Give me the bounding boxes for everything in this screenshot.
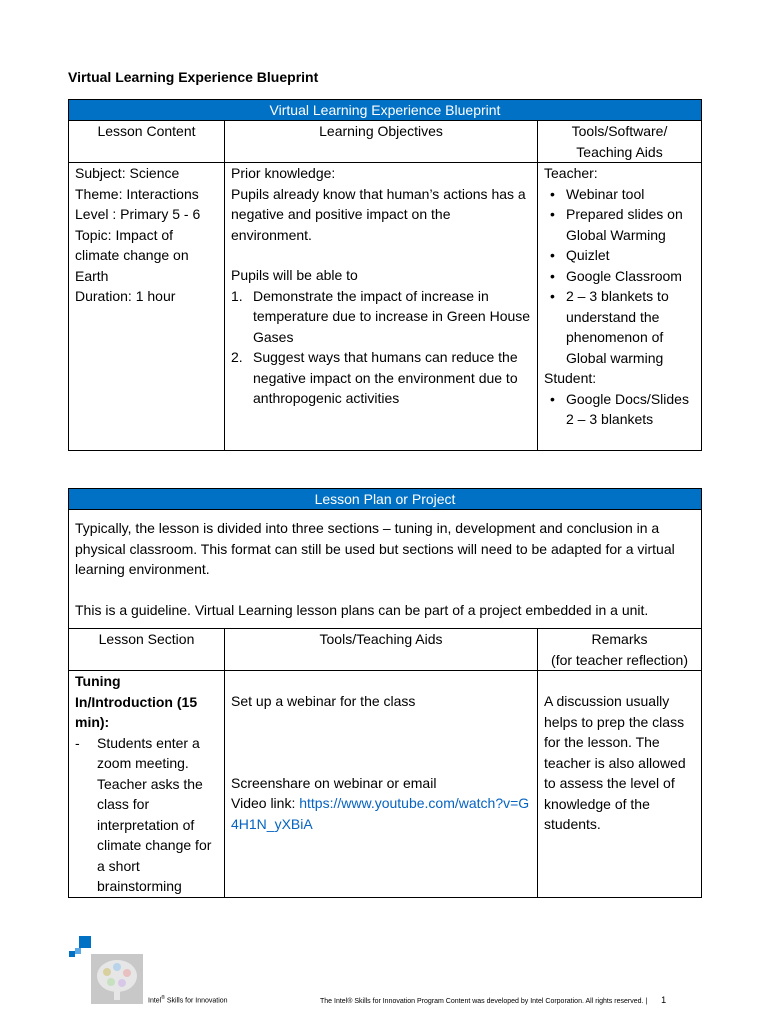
- section-title: Tuning In/Introduction (15 min):: [75, 673, 198, 730]
- col-tools: Tools/Software/ Teaching Aids: [538, 121, 702, 163]
- student-tools-list: [544, 389, 695, 410]
- col-lesson-content: Lesson Content: [69, 121, 225, 163]
- prior-knowledge-label: Prior knowledge:: [231, 165, 336, 181]
- tool-item: • Google Classroom: [566, 266, 695, 287]
- student-extra: 2 – 3 blankets: [566, 411, 654, 427]
- teacher-label: Teacher:: [544, 165, 598, 181]
- content-subject: Subject: Science: [75, 165, 180, 181]
- tools-aids-cell: [225, 671, 538, 898]
- intel-logo: [66, 936, 146, 1006]
- page-title: Virtual Learning Experience Blueprint: [68, 69, 319, 85]
- brain-icon: [91, 954, 143, 1004]
- blueprint-table-header: Virtual Learning Experience Blueprint: [69, 100, 702, 121]
- tools-webinar: Set up a webinar for the class: [231, 693, 416, 709]
- col-learning-objectives: Learning Objectives: [225, 121, 538, 163]
- remarks-sublabel: (for teacher reflection): [551, 651, 688, 668]
- objective-item: 1. Demonstrate the impact of increase in temperature due to increase in Green House Gases: [231, 287, 531, 345]
- blueprint-table: [68, 99, 702, 451]
- objective-item: 2. Suggest ways that humans can reduce the negative impact on the environment due to anthropogenic activities: [231, 349, 518, 406]
- intro-guideline: This is a guideline. Virtual Learning lesson plans can be part of a project embedded in a unit.: [75, 601, 649, 618]
- remarks-label: Remarks: [591, 631, 648, 647]
- teacher-tools-list: [544, 184, 695, 369]
- content-theme: Theme: Interactions: [75, 185, 199, 202]
- student-label: Student:: [544, 370, 597, 386]
- intro-paragraph: Typically, the lesson is divided into three sections – tuning in, development and conclusion in a physical classroom. This format can still be used but sections will need to be adapted for a virtual learning environment.: [75, 520, 675, 577]
- lesson-content-cell: [69, 163, 225, 451]
- objectives-list: [231, 286, 531, 409]
- lesson-plan-intro: [69, 510, 702, 629]
- tool-item: • Webinar tool: [566, 184, 695, 205]
- lesson-section-cell: [69, 671, 225, 898]
- logo-square-icon: [75, 948, 81, 954]
- tool-item: • 2 – 3 blankets to understand the phenomenon of Global warming: [566, 286, 695, 368]
- video-label: Video link:: [231, 795, 296, 811]
- able-to-label: Pupils will be able to: [231, 267, 358, 283]
- col-remarks: [538, 629, 702, 671]
- remarks-cell: [538, 671, 702, 898]
- footer-brand: Intel® Skills for Innovation: [148, 995, 228, 1005]
- col-lesson-section: Lesson Section: [69, 629, 225, 671]
- prior-knowledge-text: Pupils already know that human’s actions has a negative and positive impact on the environment.: [231, 185, 526, 243]
- logo-square-icon: [69, 951, 75, 957]
- section-steps: [75, 733, 218, 897]
- tools-screenshare: Screenshare on webinar or email: [231, 774, 437, 791]
- col-tools-teaching-aids: Tools/Teaching Aids: [225, 629, 538, 671]
- tool-item: • Prepared slides on Global Warming: [566, 204, 695, 245]
- logo-square-icon: [79, 936, 91, 948]
- tools-cell: [538, 163, 702, 451]
- content-topic: Topic: Impact of climate change on Earth: [75, 226, 189, 284]
- content-level: Level : Primary 5 - 6: [75, 206, 201, 222]
- remarks-text: A discussion usually helps to prep the class for the lesson. The teacher is also allowed to assess the level of knowledge of the students.: [544, 693, 686, 832]
- footer-notice: The Intel® Skills for Innovation Program Content was developed by Intel Corporation. All rights reserved. | 1: [320, 995, 667, 1005]
- tool-item: • Google Docs/Slides: [566, 389, 695, 410]
- section-step: - Students enter a zoom meeting. Teacher asks the class for interpretation of climate change for a short brainstorming: [97, 733, 218, 897]
- lesson-plan-header: Lesson Plan or Project: [69, 489, 702, 510]
- learning-objectives-cell: [225, 163, 538, 451]
- video-line: [231, 793, 531, 834]
- content-duration: Duration: 1 hour: [75, 288, 176, 304]
- lesson-plan-table: [68, 488, 702, 898]
- tool-item: • Quizlet: [566, 245, 695, 266]
- video-link[interactable]: https://www.youtube.com/watch?v=G4H1N_yXBiA: [231, 795, 530, 832]
- page-number: 1: [661, 995, 667, 1005]
